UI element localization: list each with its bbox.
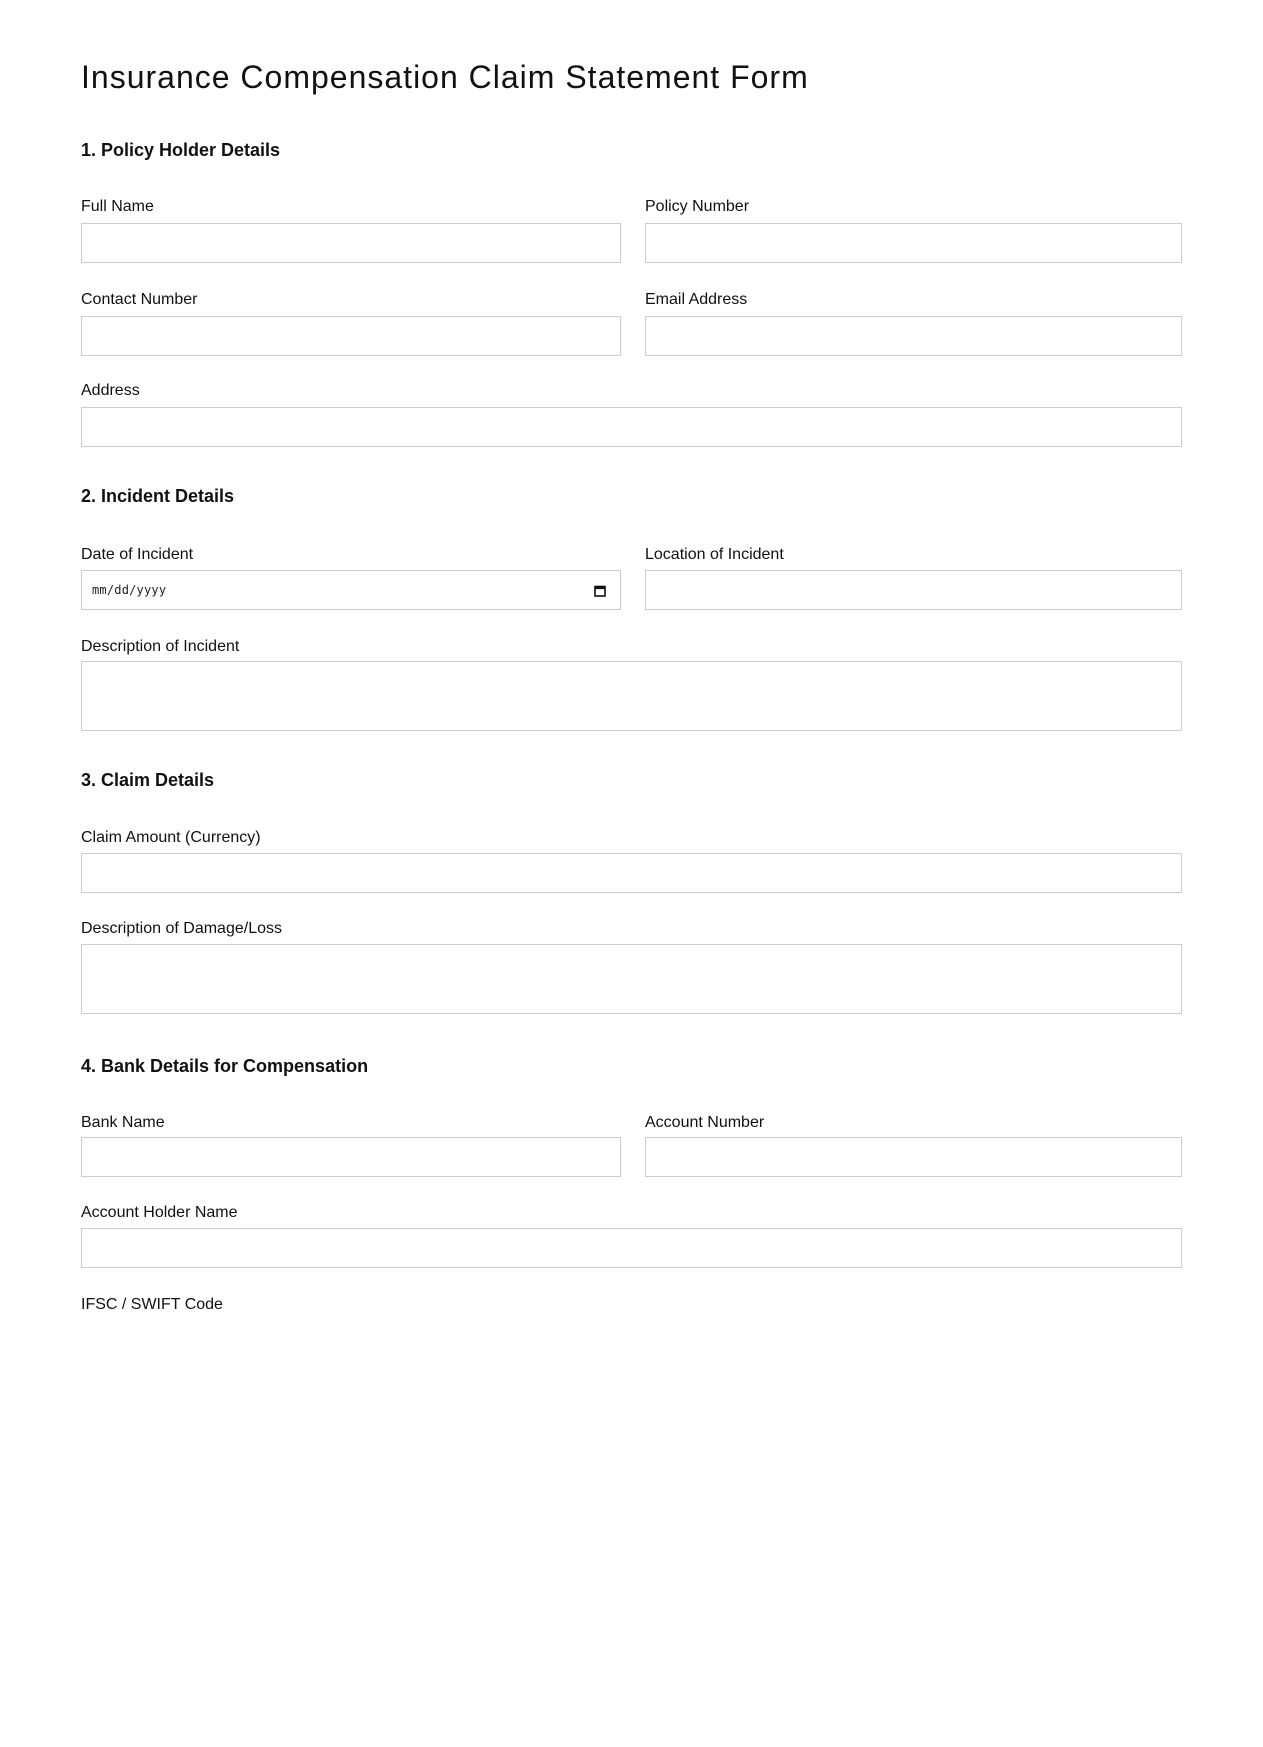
full-name-label: Full Name (81, 198, 154, 215)
contact-number-input[interactable] (81, 316, 621, 356)
description-of-incident-label: Description of Incident (81, 638, 240, 655)
date-of-incident-label: Date of Incident (81, 546, 194, 563)
location-of-incident-input[interactable] (645, 570, 1182, 610)
date-placeholder: mm/dd/yyyy (92, 583, 167, 597)
description-of-damage-label: Description of Damage/Loss (81, 920, 282, 937)
policy-number-input[interactable] (645, 223, 1182, 263)
calendar-icon[interactable] (594, 584, 606, 596)
claim-amount-label: Claim Amount (Currency) (81, 829, 261, 846)
email-address-label: Email Address (645, 291, 748, 308)
account-number-input[interactable] (645, 1137, 1182, 1177)
account-holder-name-input[interactable] (81, 1228, 1182, 1268)
claim-amount-input[interactable] (81, 853, 1182, 893)
account-holder-name-label: Account Holder Name (81, 1204, 238, 1221)
bank-name-label: Bank Name (81, 1114, 165, 1131)
description-of-incident-textarea[interactable] (81, 661, 1182, 731)
section-heading-policy-holder: 1. Policy Holder Details (81, 140, 281, 160)
email-address-input[interactable] (645, 316, 1182, 356)
bank-name-input[interactable] (81, 1137, 621, 1177)
location-of-incident-label: Location of Incident (645, 546, 784, 563)
address-label: Address (81, 382, 140, 399)
full-name-input[interactable] (81, 223, 621, 263)
description-of-damage-textarea[interactable] (81, 944, 1182, 1014)
section-heading-claim: 3. Claim Details (81, 770, 215, 790)
address-input[interactable] (81, 407, 1182, 447)
ifsc-swift-code-label: IFSC / SWIFT Code (81, 1296, 223, 1313)
policy-number-label: Policy Number (645, 198, 750, 215)
account-number-label: Account Number (645, 1114, 765, 1131)
date-of-incident-input[interactable] (81, 570, 621, 610)
section-heading-incident: 2. Incident Details (81, 486, 235, 506)
section-heading-bank: 4. Bank Details for Compensation (81, 1056, 369, 1076)
page-title: Insurance Compensation Claim Statement Form (81, 59, 809, 95)
contact-number-label: Contact Number (81, 291, 198, 308)
